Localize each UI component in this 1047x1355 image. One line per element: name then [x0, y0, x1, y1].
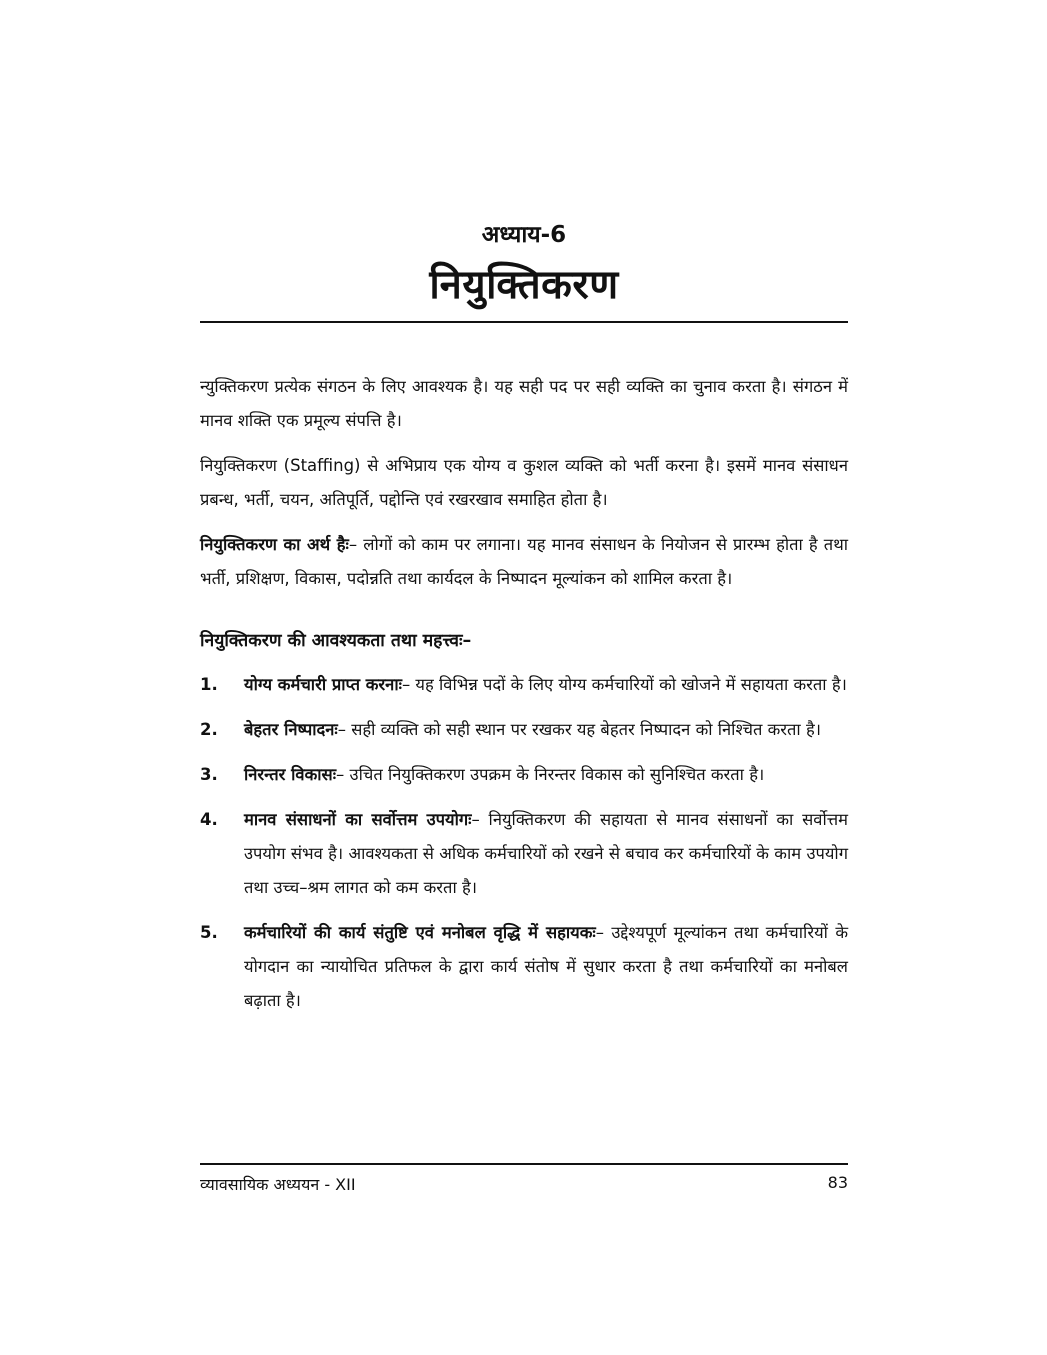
list-item-body — [244, 668, 848, 702]
chapter-title: नियुक्तिकरण — [429, 262, 619, 308]
list-item-title: निरन्तर विकासः — [244, 765, 337, 784]
list-item — [200, 758, 848, 792]
list-item — [200, 668, 848, 702]
intro-paragraph-3 — [200, 528, 848, 596]
list-item-body — [244, 713, 848, 747]
intro-paragraph-1: न्युक्तिकरण प्रत्येक संगठन के लिए आवश्यक है। यह सही पद पर सही व्यक्ति का चुनाव करता है। संगठन में मानव शक्ति एक प्रमूल्य संपत्ति है। — [200, 377, 848, 430]
list-item-number: 2. — [200, 720, 218, 739]
list-item-title: बेहतर निष्पादनः — [244, 720, 338, 739]
page-footer — [200, 1173, 848, 1195]
chapter-label: अध्याय-6 — [481, 222, 567, 248]
list-item-number: 5. — [200, 923, 218, 942]
section-heading: नियुक्तिकरण की आवश्यकता तथा महत्त्वः– — [200, 631, 472, 651]
list-item-text: – नियुक्तिकरण की सहायता से मानव संसाधनों का सर्वोत्तम उपयोग संभव है। आवश्यकता से अधिक कर्मचारियों को रखने से बचाव कर कर्मचारियों के काम उपयोग तथा उच्च–श्रम लागत को कम करता है। — [244, 810, 848, 897]
list-item-body — [244, 803, 848, 905]
footer-book-title: व्यावसायिक अध्ययन - XII — [200, 1175, 356, 1194]
document-page — [200, 0, 848, 1355]
list-item-text: – उद्देश्यपूर्ण मूल्यांकन तथा कर्मचारियों के योगदान का न्यायोचित प्रतिफल के द्वारा कार्य संतोष में सुधार करता है तथा कर्मचारियों का मनोबल बढ़ाता है। — [244, 923, 848, 1010]
list-item-number: 3. — [200, 765, 218, 784]
footer-divider — [200, 1163, 848, 1165]
list-item — [200, 803, 848, 905]
list-item — [200, 713, 848, 747]
chapter-content — [200, 370, 848, 1029]
list-item-text: – सही व्यक्ति को सही स्थान पर रखकर यह बेहतर निष्पादन को निश्चित करता है। — [337, 720, 821, 739]
page-number: 83 — [827, 1173, 848, 1192]
list-item-title: कर्मचारियों की कार्य संतुष्टि एवं मनोबल वृद्धि में सहायकः — [244, 923, 596, 942]
list-item-number: 4. — [200, 810, 218, 829]
list-item — [200, 916, 848, 1018]
list-item-body — [244, 916, 848, 1018]
header-divider — [200, 321, 848, 323]
meaning-term: नियुक्तिकरण का अर्थ हैः — [200, 535, 349, 554]
list-item-title: मानव संसाधनों का सर्वोत्तम उपयोगः — [244, 810, 472, 829]
list-item-title: योग्य कर्मचारी प्राप्त करनाः — [244, 675, 402, 694]
list-item-body — [244, 758, 848, 792]
list-item-text: – यह विभिन्न पदों के लिए योग्य कर्मचारियों को खोजने में सहायता करता है। — [401, 675, 847, 694]
meaning-text: – लोगों को काम पर लगाना। यह मानव संसाधन के नियोजन से प्रारम्भ होता है तथा भर्ती, प्रशिक्षण, विकास, पदोन्नति तथा कार्यदल के निष्पादन मूल्यांकन को शामिल करता है। — [200, 535, 849, 588]
intro-paragraph-2: नियुक्तिकरण (Staffing) से अभिप्राय एक योग्य व कुशल व्यक्ति को भर्ती करना है। इसमें मानव संसाधन प्रबन्ध, भर्ती, चयन, अतिपूर्ति, पद्दोन्ति एवं रखरखाव समाहित होता है। — [200, 456, 848, 509]
list-item-number: 1. — [200, 675, 218, 694]
list-item-text: – उचित नियुक्तिकरण उपक्रम के निरन्तर विकास को सुनिश्चित करता है। — [336, 765, 765, 784]
